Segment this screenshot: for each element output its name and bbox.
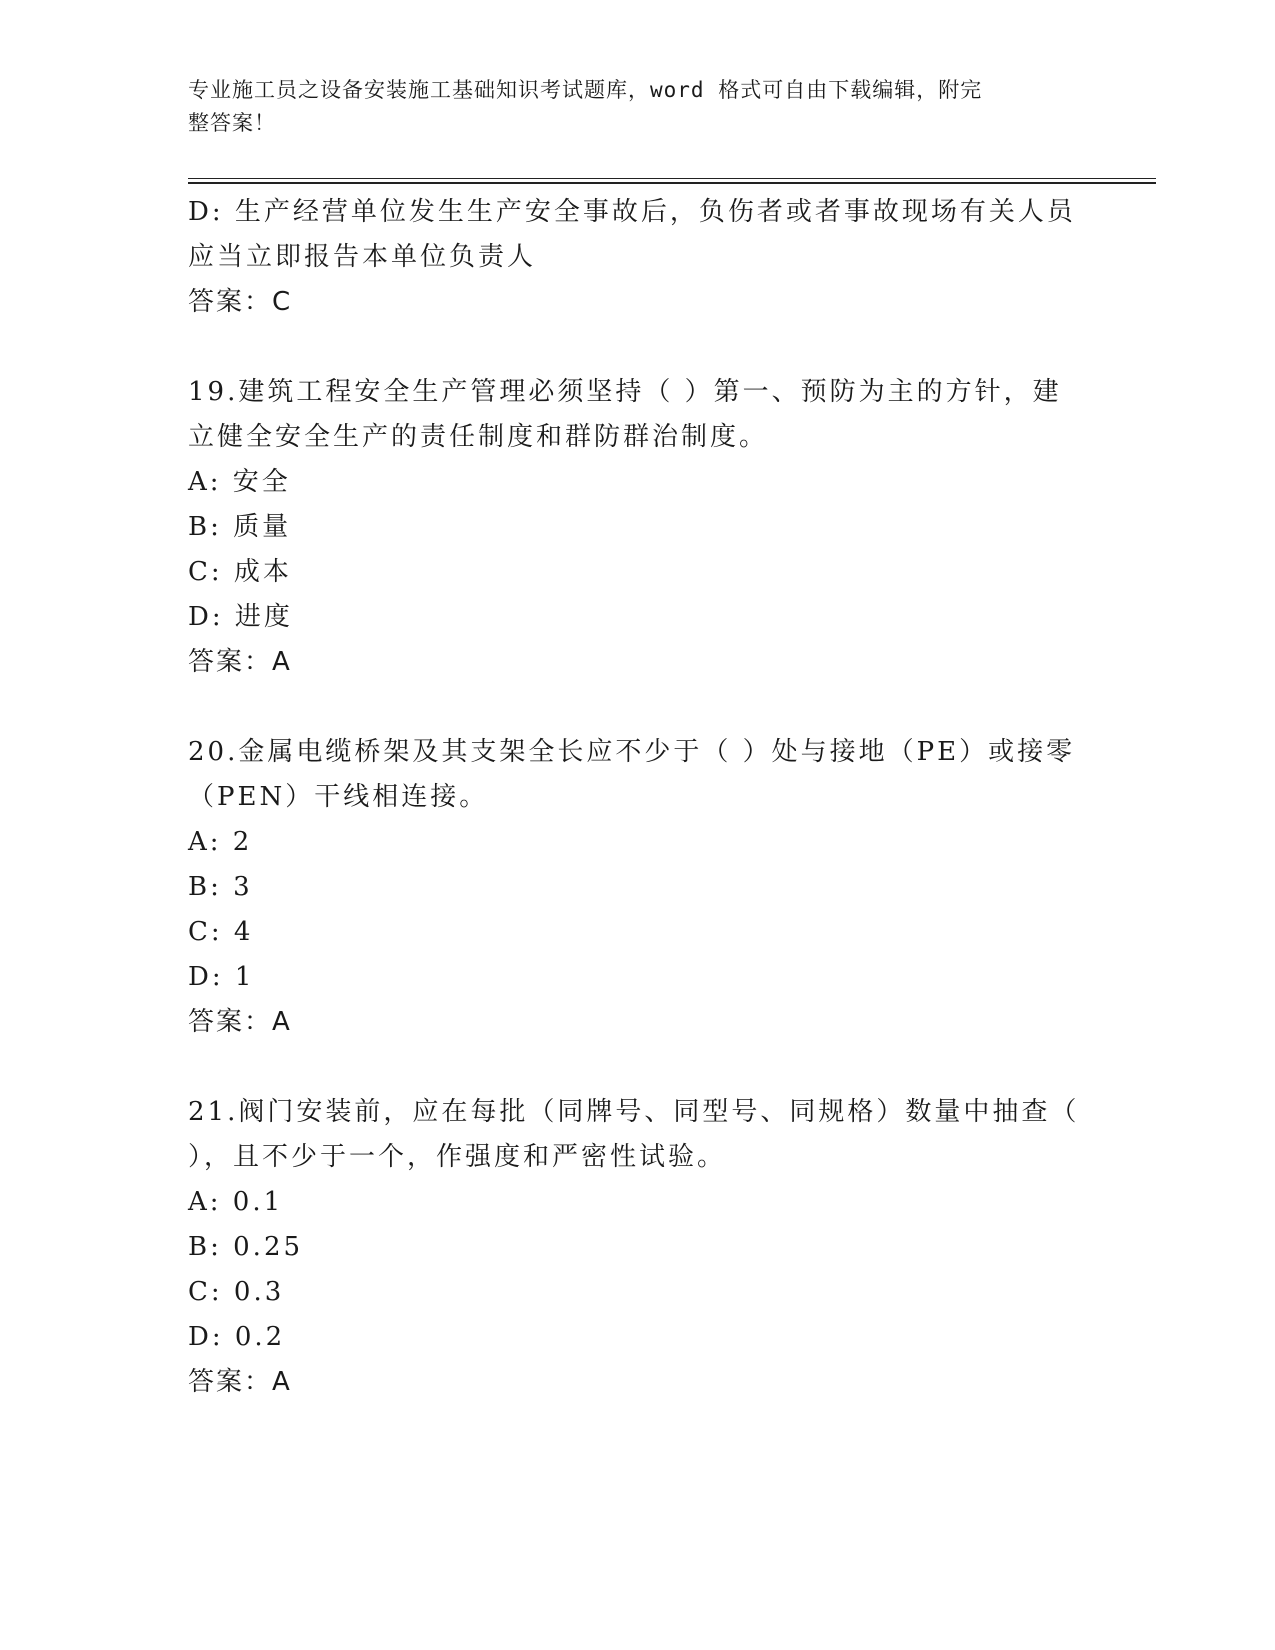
answer-line: 答案：A [188,1367,292,1397]
question-19 [188,370,1088,685]
question-18-tail [188,190,1088,325]
spacer [188,685,1088,730]
option-c: C: 成本 [188,557,292,587]
document-body [188,190,1088,1405]
answer-line: 答案：C [188,287,293,317]
option-d: D: 1 [188,962,255,992]
spacer [188,1045,1088,1090]
question-stem-line-2: 立健全安全生产的责任制度和群防群治制度。 [188,422,769,452]
header-line-1: 专业施工员之设备安装施工基础知识考试题库，word 格式可自由下载编辑，附完 [188,78,983,102]
spacer [188,325,1088,370]
question-20 [188,730,1088,1045]
question-stem-line-1: 20.金属电缆桥架及其支架全长应不少于（ ）处与接地（PE）或接零 [188,737,1076,767]
answer-line: 答案：A [188,1007,292,1037]
question-stem-line-2: ），且不少于一个，作强度和严密性试验。 [188,1142,727,1172]
option-d-line-1: D: 生产经营单位发生生产安全事故后，负伤者或者事故现场有关人员 [188,197,1076,227]
answer-line: 答案：A [188,647,292,677]
option-b: B: 0.25 [188,1232,304,1262]
option-b: B: 质量 [188,512,292,542]
option-a: A: 2 [188,827,253,857]
question-stem-line-1: 21.阀门安装前，应在每批（同牌号、同型号、同规格）数量中抽查（ [188,1097,1080,1127]
header-line-2: 整答案！ [188,111,276,135]
header-divider-thin [188,178,1156,179]
option-d: D: 进度 [188,602,293,632]
question-21 [188,1090,1088,1405]
document-header [188,74,1068,140]
header-divider-thick [188,182,1156,184]
option-a: A: 安全 [188,467,291,497]
option-c: C: 0.3 [188,1277,285,1307]
option-d-line-2: 应当立即报告本单位负责人 [188,242,537,272]
option-a: A: 0.1 [188,1187,284,1217]
question-stem-line-2: （PEN）干线相连接。 [188,782,489,812]
option-b: B: 3 [188,872,253,902]
option-c: C: 4 [188,917,254,947]
option-d: D: 0.2 [188,1322,286,1352]
question-stem-line-1: 19.建筑工程安全生产管理必须坚持（ ）第一、预防为主的方针，建 [188,377,1062,407]
